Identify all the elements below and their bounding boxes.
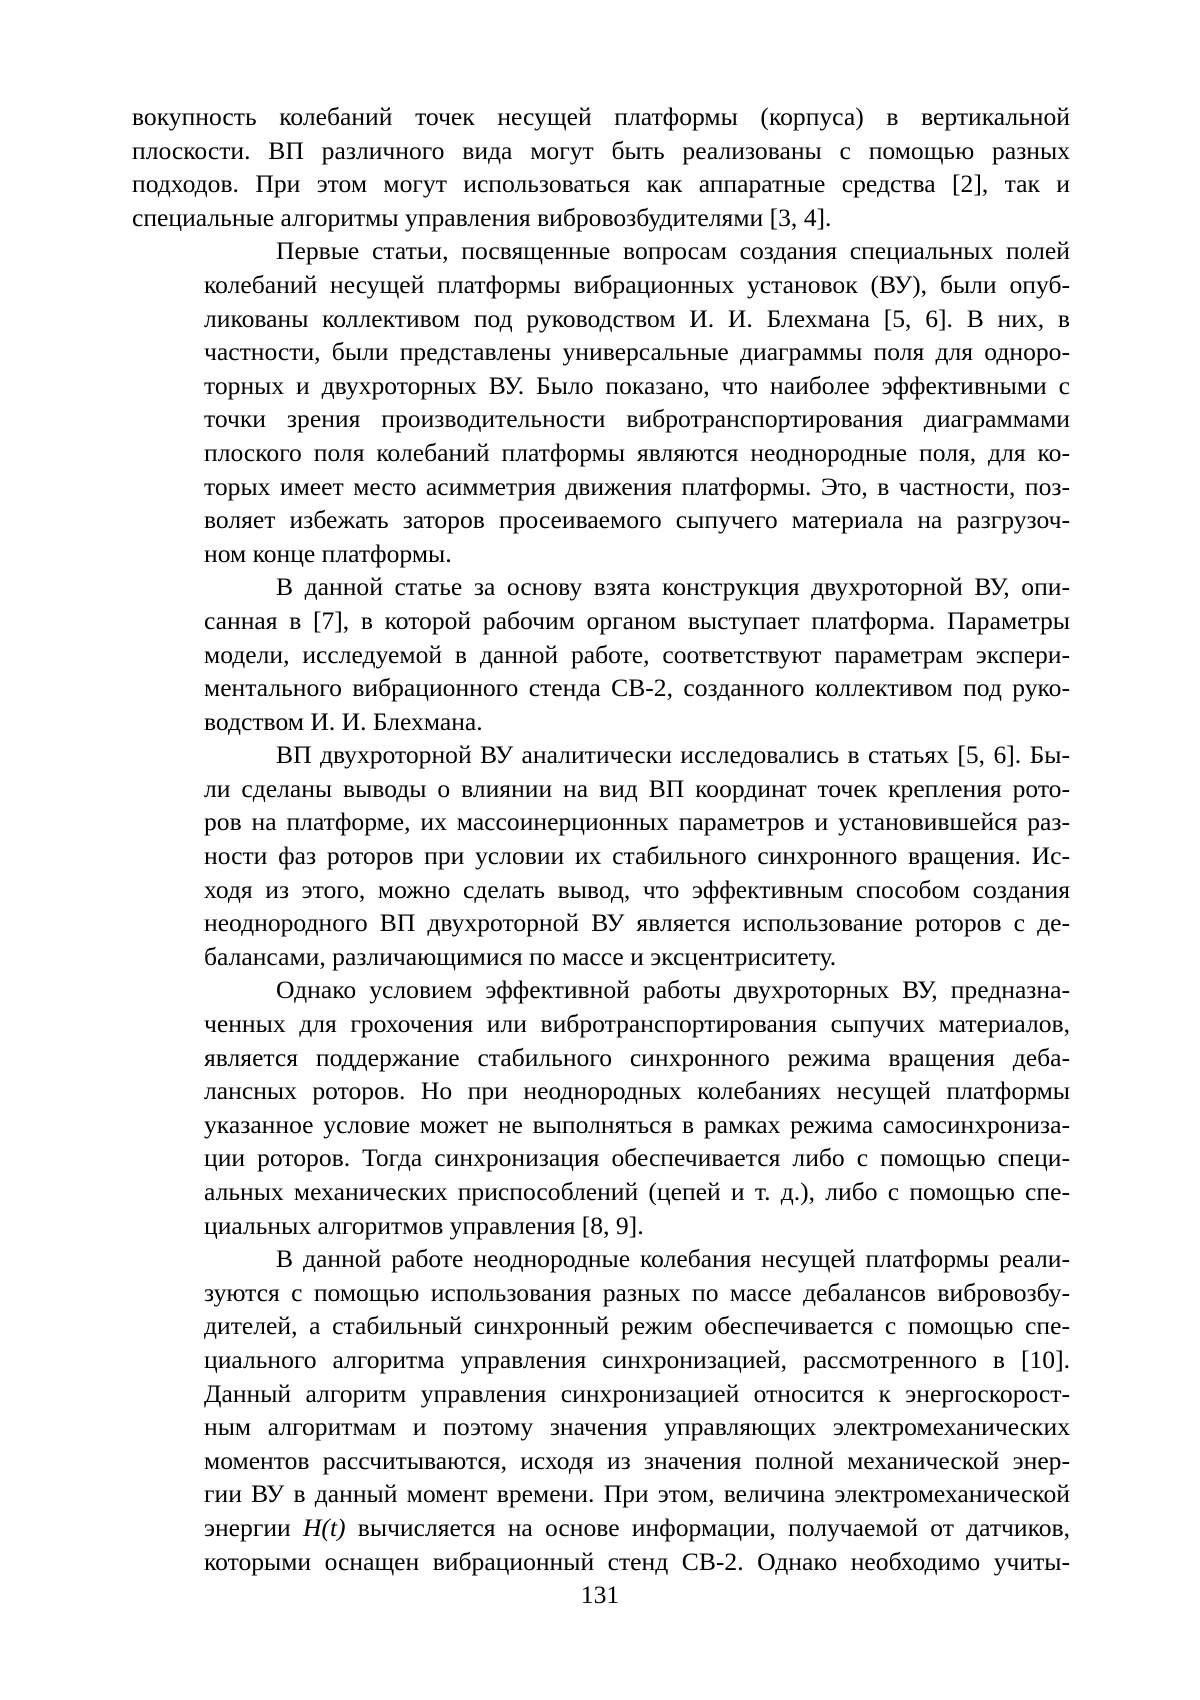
text-line: торых имеет место асимметрия движения платформы. Это, в частности, поз- [204,471,1070,501]
text-line: лансных роторов. Но при неоднородных колебаниях несущей платформы [204,1076,1070,1106]
text-line: которыми оснащен вибрационный стенд СВ-2. Однако необходимо учиты- [204,1546,1070,1576]
text-fragment: вычисляется на основе информации, получаемой от датчиков, [345,1512,1070,1542]
text-line: зуются с помощью использования разных по массе дебалансов вибровозбу- [204,1277,1070,1307]
text-line: балансами, различающимися по массе и эксцентриситету. [204,941,837,971]
text-line: колебаний несущей платформы вибрационных установок (ВУ), были опуб- [204,269,1070,299]
text-line: Первые статьи, посвященные вопросам создания специальных полей [276,236,1070,266]
text-line: циальных алгоритмов управления [8, 9]. [204,1210,644,1240]
text-line: ности фаз роторов при условии их стабильного синхронного вращения. Ис- [204,841,1070,871]
text-fragment: энергии [204,1512,303,1542]
text-line: моментов рассчитываются, исходя из значения полной механической энер- [204,1445,1070,1475]
text-line: является поддержание стабильного синхронного режима вращения деба- [204,1042,1070,1072]
text-line: ликованы коллективом под руководством И. И. Блехмана [5, 6]. В них, в [204,303,1070,333]
text-line: ментального вибрационного стенда СВ-2, созданного коллективом под руко- [204,673,1070,703]
text-line: торных и двухроторных ВУ. Было показано, что наиболее эффективными с [204,370,1070,400]
text-line: В данной статье за основу взята конструкция двухроторной ВУ, опи- [276,572,1070,602]
paragraph-6 [132,1242,1070,1578]
text-line: В данной работе неоднородные колебания несущей платформы реали- [276,1244,1070,1274]
text-line: ров на платформе, их массоинерционных параметров и установившейся раз- [204,807,1070,837]
text-line: подходов. При этом могут использоваться как аппаратные средства [2], так и [132,169,1070,199]
paragraph-4 [132,738,1070,973]
text-line: модели, исследуемой в данной работе, соответствуют параметрам экспери- [204,639,1070,669]
text-line: указанное условие может не выполняться в рамках режима самосинхрониза- [204,1109,1070,1139]
paragraph-5 [132,973,1070,1242]
text-line: ли сделаны выводы о влиянии на вид ВП координат точек крепления рото- [204,773,1070,803]
text-line: ченных для грохочения или вибротранспортирования сыпучих материалов, [204,1009,1070,1039]
paragraph-3 [132,570,1070,738]
text-line: плоского поля колебаний платформы являются неоднородные поля, для ко- [204,437,1070,467]
text-line: вокупность колебаний точек несущей платформы (корпуса) в вертикальной [132,102,1070,131]
paragraph-2 [132,234,1070,570]
text-line: точки зрения производительности вибротранспортирования диаграммами [204,404,1070,434]
text-line: водством И. И. Блехмана. [204,706,483,736]
text-line: частности, были представлены универсальные диаграммы поля для одноро- [204,337,1070,367]
text-line: воляет избежать заторов просеиваемого сыпучего материала на разгрузоч- [204,505,1070,535]
text-line: ным алгоритмам и поэтому значения управляющих электромеханических [204,1412,1070,1442]
text-line: неоднородного ВП двухроторной ВУ является использование роторов с де- [204,908,1070,938]
text-line: Однако условием эффективной работы двухроторных ВУ, предназна- [276,975,1070,1005]
page-number: 131 [580,1580,620,1609]
text-line: дителей, а стабильный синхронный режим обеспечивается с помощью спе- [204,1311,1070,1341]
formula-text-line [132,1511,1070,1545]
formula-energy: H(t) [302,1512,346,1542]
text-line: Данный алгоритм управления синхронизацией относится к энергоскорост- [204,1378,1070,1408]
text-line: санная в [7], в которой рабочим органом выступает платформа. Параметры [204,605,1070,635]
text-line: циального алгоритма управления синхронизацией, рассмотренного в [10]. [204,1344,1070,1374]
text-line: ции роторов. Тогда синхронизация обеспечивается либо с помощью специ- [204,1143,1070,1173]
text-line: ВП двухроторной ВУ аналитически исследовались в статьях [5, 6]. Бы- [276,740,1070,770]
text-line: ном конце платформы. [204,538,452,568]
text-line: специальные алгоритмы управления вибровозбудителями [3, 4]. [132,202,832,232]
document-body [132,100,1070,1700]
text-line: гии ВУ в данный момент времени. При этом, величина электромеханической [204,1479,1070,1509]
text-line: плоскости. ВП различного вида могут быть реализованы с помощью разных [132,135,1070,165]
text-line: альных механических приспособлений (цепей и т. д.), либо с помощью спе- [204,1177,1070,1206]
text-line: ходя из этого, можно сделать вывод, что эффективным способом создания [204,874,1070,904]
paragraph-1 [132,100,1070,234]
